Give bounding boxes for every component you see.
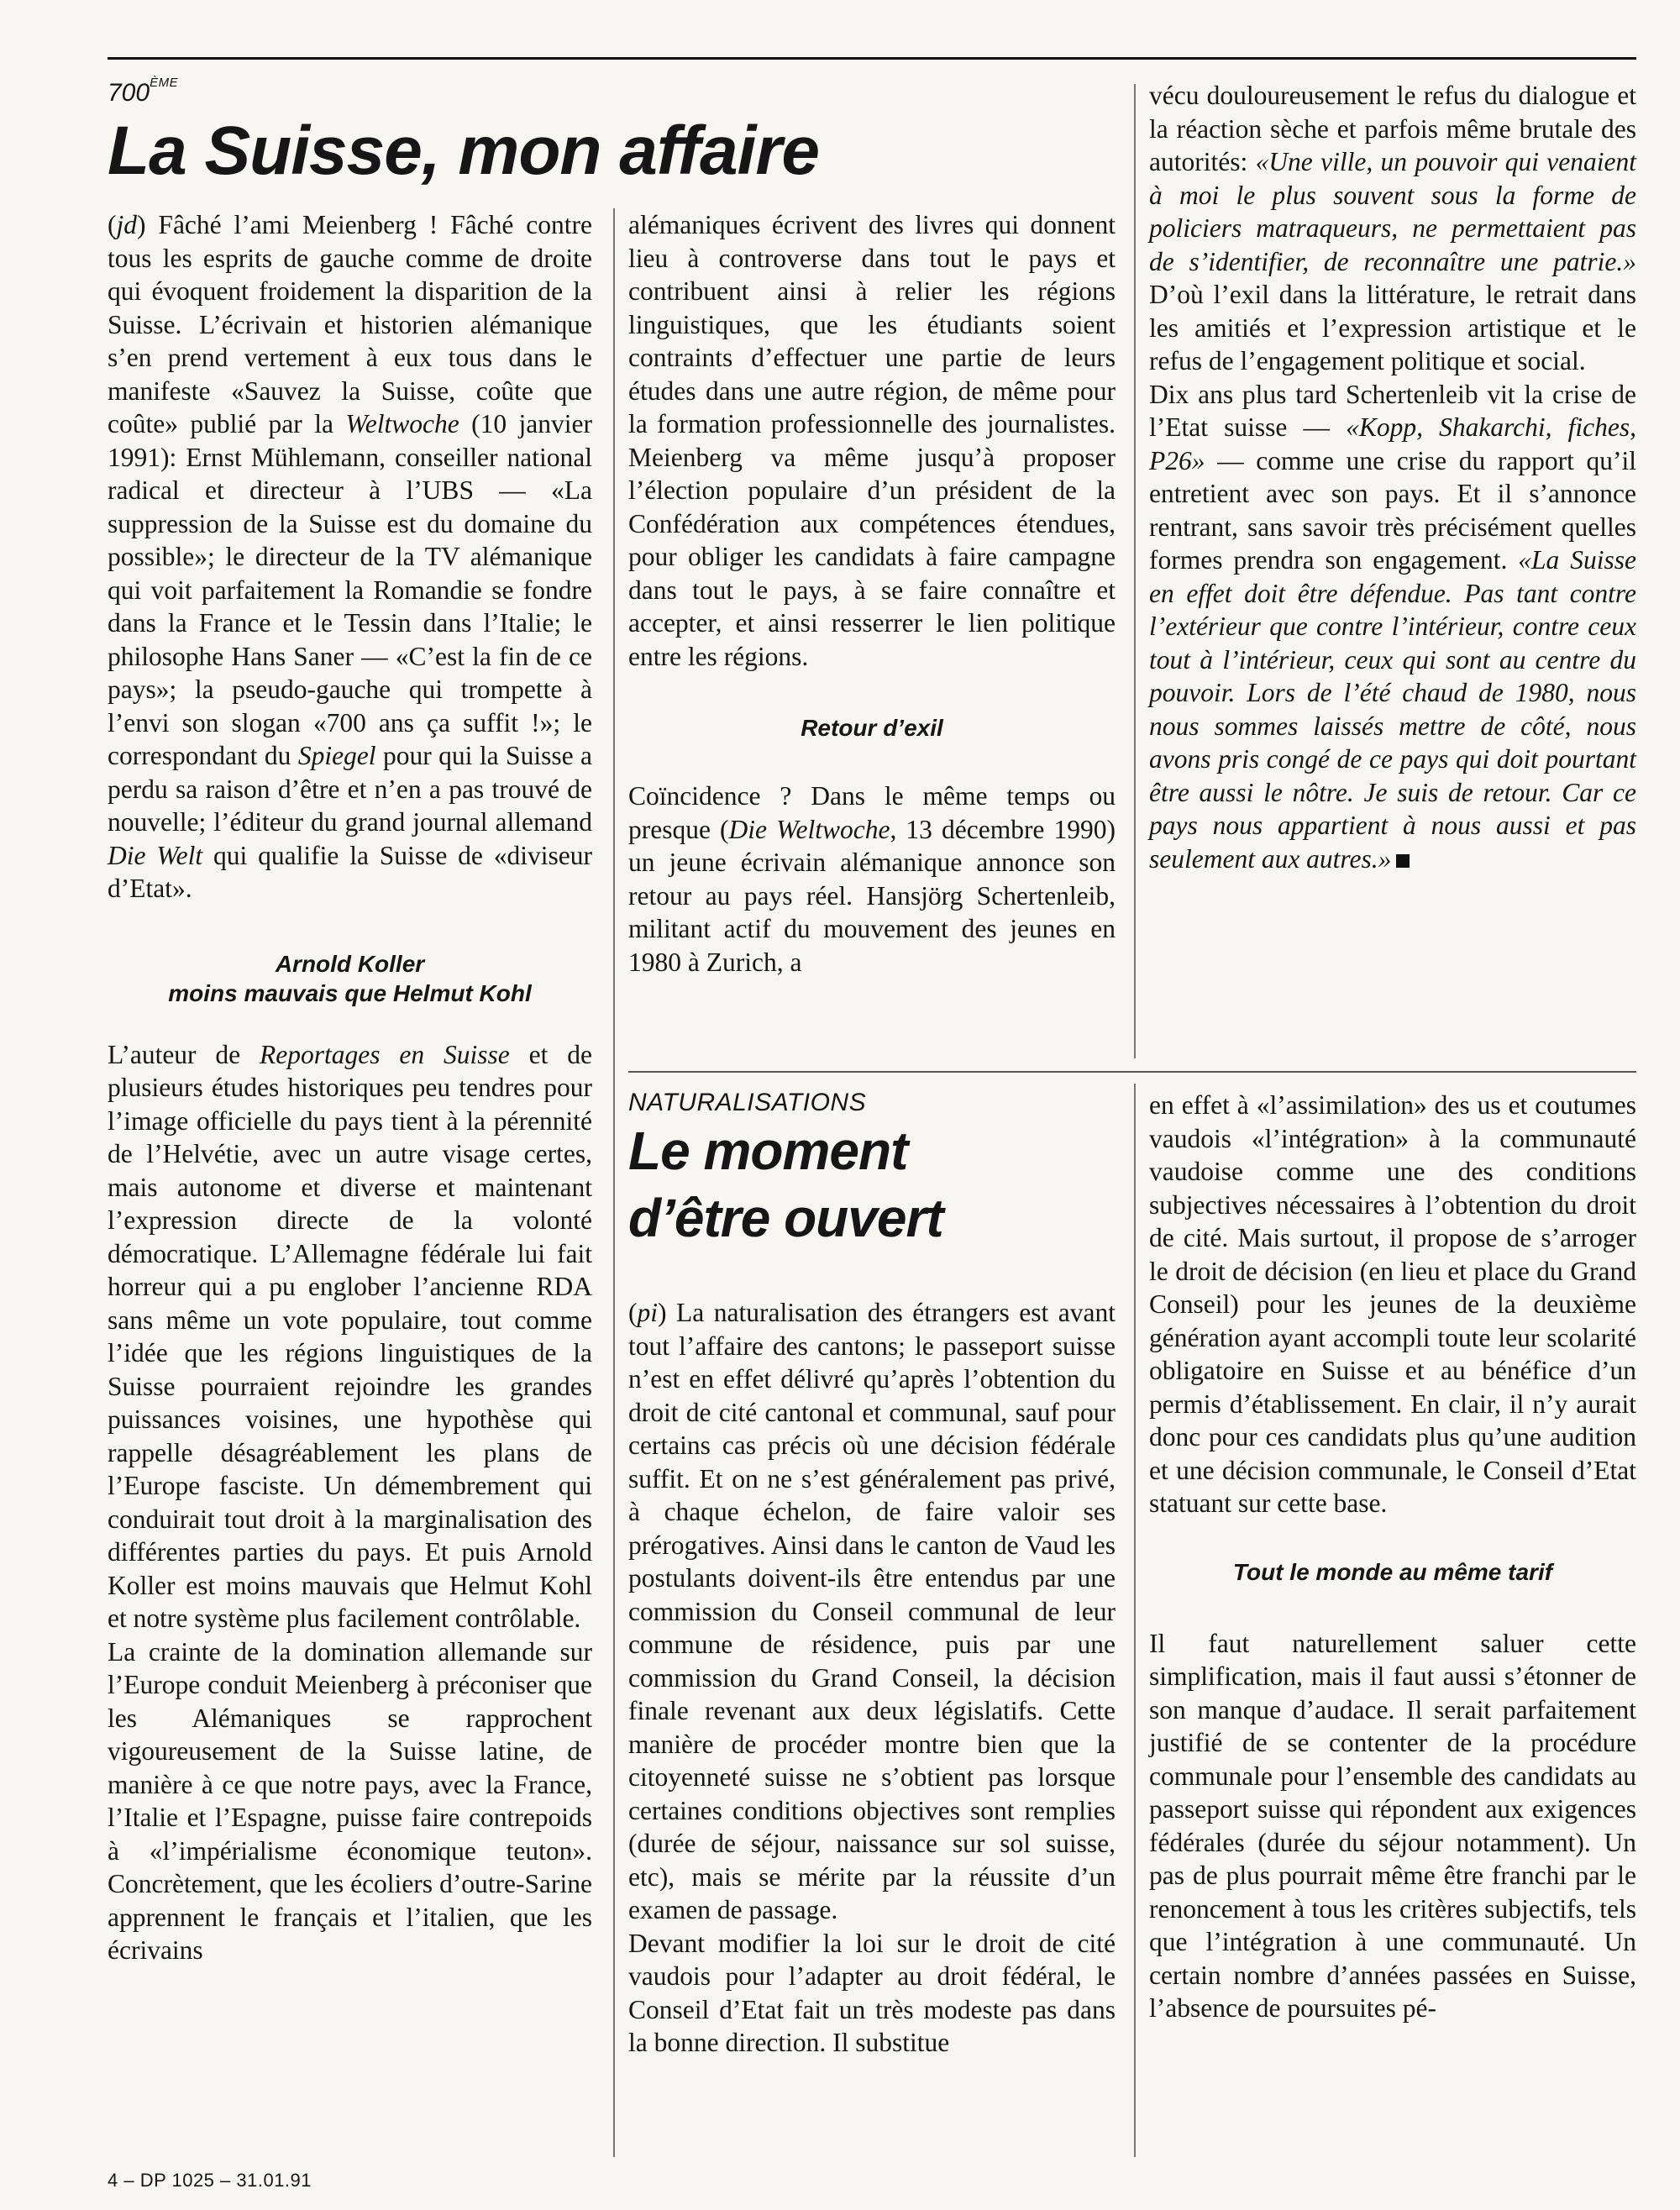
subhead-line-1: Arnold Koller (275, 950, 425, 977)
text-run: ) Fâché l’ami Meienberg ! Fâché contre tous les esprits de gauche comme de droite qui évoquent froidement la disparition de la Suisse. L’écrivain et historien alémanique s’en prend vertement à eux tous dans le manifeste «Sauvez la Suisse, coûte que coûte» publié par la (108, 210, 592, 438)
article2-title (628, 1117, 943, 1252)
kicker-suffix: ÈME (150, 76, 179, 90)
text-run: ) La naturalisation des étrangers est avant tout l’affaire des cantons; le passeport suisse n’est en effet délivré qu’après l’obtention du droit de cité cantonal et communal, sauf pour certains cas précis où une décision fédérale suffit. Et on ne s’est généralement pas privé, à chaque échelon, de faire valoir ses prérogatives. Ainsi dans le canton de Vaud les postulants doivent-ils être entendus par une commission du Conseil communal de leur commune de résidence, puis par une commission du Grand Conseil, la décision finale revenant aux deux législatifs. Cette manière de procéder montre bien que la citoyenneté suisse ne s’obtient pas lorsque certaines conditions objectives sont remplies (durée de séjour, naissance sur sol suisse, etc), mais se mérite par la réussite d’un examen de passage. (628, 1298, 1116, 1924)
text-run: vécu douloureusement le refus du dialogue et la réaction sèche et parfois même brutale des autorités: (1149, 81, 1636, 176)
article2-column-2 (628, 1296, 1116, 2060)
article1-paragraph-7 (1149, 378, 1636, 876)
text-run: , 13 décembre 1990) un jeune écrivain alémanique annonce son retour au pays réel. Hansjörg Schertenleib, militant actif du mouvement des jeunes en 1980 à Zurich, a (628, 814, 1116, 977)
text-run: qui qualifie la Suisse de «diviseur d’Etat». (108, 840, 592, 903)
text-run: ( (628, 1298, 638, 1327)
article2-paragraph-2: Devant modifier la loi sur le droit de cité vaudois pour l’adapter au droit fédéral, le Conseil d’Etat fait un très modeste pas dans la bonne direction. Il substitue (628, 1928, 1116, 2057)
article1-paragraph-3: La crainte de la domination allemande sur l’Europe conduit Meienberg à préconiser que les Alémaniques se rapprochent vigoureusement de la Suisse latine, de manière à ce que notre pays, avec la France, l’Italie et l’Espagne, puisse faire contrepoids à «l’impérialisme économique teuton». Concrètement, que les écoliers d’outre-Sarine apprennent le français et l’italien, que les écrivains (108, 1636, 592, 1965)
publication-name: Die Weltwoche (728, 814, 890, 844)
author-initials: jd (116, 210, 138, 239)
publication-name: Weltwoche (345, 409, 459, 438)
text-run: — comme une crise du rapport qu’il entretient avec son pays. Et il s’annonce rentrant, sans savoir très précisément quelles formes prendra son engagement. (1149, 445, 1636, 575)
subhead-retour-exil: Retour d’exil (801, 715, 943, 741)
article1-paragraph-4: alémaniques écrivent des livres qui donnent lieu à controverse dans tout le pays et contribuent ainsi à relier les régions linguistiques, que les étudiants soient contraints d’effectuer une partie de leurs études dans une autre région, de même pour la formation professionnelle des journalistes. Meienberg va même jusqu’à proposer l’élection populaire d’un président de la Confédération aux compétences étendues, pour obliger les candidats à faire campagne dans tout le pays, à se faire connaître et accepter, et ainsi resserrer le lien politique entre les régions. (628, 210, 1116, 671)
author-initials: pi (637, 1298, 659, 1327)
article1-title: La Suisse, mon affaire (108, 113, 819, 189)
subhead-line-2: moins mauvais que Helmut Kohl (168, 979, 532, 1006)
page-footer: 4 – DP 1025 – 31.01.91 (108, 2170, 312, 2191)
book-title: Reportages en Suisse (260, 1039, 510, 1069)
text-run: Coïncidence ? Dans le même temps ou presque ( (628, 781, 1116, 844)
top-rule (108, 57, 1636, 60)
article1-paragraph-2 (108, 1038, 592, 1635)
article1-paragraph-1 (108, 208, 592, 906)
title-line-2: d’être ouvert (628, 1188, 943, 1248)
publication-name: Spiegel (297, 741, 376, 770)
article2-column-3 (1149, 1089, 1636, 2025)
publication-name: Die Welt (108, 840, 203, 870)
kicker-number: 700 (108, 79, 150, 107)
article2-paragraph-4: Il faut naturellement saluer cette simplification, mais il faut aussi s’étonner de son manque d’audace. Il serait parfaitement justifié de se contenter de la procédure communale pour l’ensemble des candidats au passeport suisse qui répondent aux exigences fédérales (durée du séjour notamment). Un pas de plus pourrait même être franchi par le renoncement à tous les critères subjectifs, tels que l’intégration à une communauté. Un certain nombre d’années passées en Suisse, l’absence de poursuites pé- (1149, 1628, 1636, 2023)
text-run: Dix ans plus tard Schertenleib vit la crise de l’Etat suisse — (1149, 379, 1636, 442)
end-of-article-mark (1396, 854, 1410, 868)
quotation: «La Suisse en effet doit être défendue. Pas tant contre l’extérieur que contre l’intérieur, contre ceux tout à l’intérieur, ceux qui sont au centre du pouvoir. Lors de l’été chaud de 1980, nous nous sommes laissés mettre de côté, nous avons pris congé de ce pays qui doit pourtant être aussi le nôtre. Je suis de retour. Car ce pays nous appartient à nous aussi et pas seulement aux autres.» (1149, 545, 1636, 874)
article2-paragraph-1 (628, 1296, 1116, 1927)
article1-column-2 (628, 208, 1116, 979)
text-run: et de plusieurs études historiques peu tendres pour l’image officielle du pays tient à la pérennité de l’Helvétie, avec un autre visage certes, mais autonome et diverse et maintenant l’expression directe de la volonté démocratique. L’Allemagne fédérale lui fait horreur qui a pu englober l’ancienne RDA sans même un vote populaire, tout comme l’idée que les régions linguistiques de la Suisse pourraient rejoindre les grandes puissances voisines, une hypothèse qui rappelle désagréablement les plans de l’Europe fasciste. Un démembrement qui conduirait tout droit à la marginalisation des différentes parties du pays. Et puis Arnold Koller est moins mauvais que Helmut Kohl et notre système plus facilement contrôlable. (108, 1039, 592, 1633)
quotation: «Une ville, un pouvoir qui venaient à moi le plus souvent sous la forme de policiers matraqueurs, ne permettaient pas de s’identifier, de reconnaître une patrie.» (1149, 147, 1637, 276)
article-separator (628, 1071, 1636, 1073)
text-run: (10 janvier 1991): Ernst Mühlemann, conseiller national radical et directeur à l’UBS — «La suppression de la Suisse est du domaine du possible»; le directeur de la TV alémanique qui voit parfaitement la Romandie se fondre dans la France et le Tessin dans l’Italie; le philosophe Hans Saner — «C’est la fin de ce pays»; la pseudo-gauche qui trompette à l’envi son slogan «700 ans ça suffit !»; le correspondant du (108, 409, 592, 770)
text-run: D’où l’exil dans la littérature, le retrait dans les amitiés et l’expression artistique et le refus de l’engagement politique et social. (1149, 280, 1636, 375)
title-line-1: Le moment (628, 1121, 908, 1181)
subhead-tout-le-monde: Tout le monde au même tarif (1232, 1558, 1553, 1585)
column-divider (1134, 84, 1136, 1058)
article1-column-3 (1149, 79, 1636, 875)
article1-column-1 (108, 208, 592, 1967)
text-run: L’auteur de (108, 1039, 260, 1069)
article2-paragraph-3: en effet à «l’assimilation» des us et coutumes vaudois «l’intégration» à la communauté vaudoise comme une des conditions subjectives nécessaires à l’obtention du droit de cité. Mais surtout, il propose de s’arroger le droit de décision (en lieu et place du Grand Conseil) pour les jeunes de la deuxième génération ayant accompli toute leur scolarité obligatoire en Suisse et au bénéfice d’un permis d’établissement. En clair, il n’y aurait donc pour ces candidats plus qu’une audition et une décision communale, le Conseil d’Etat statuant sur cette base. (1149, 1090, 1636, 1518)
text-run: pour qui la Suisse a perdu sa raison d’être et n’en a pas trouvé de nouvelle; l’éditeur du grand journal allemand (108, 741, 592, 837)
column-divider (1134, 1084, 1136, 2157)
text-run: ( (108, 210, 117, 239)
quotation: «Kopp, Shakarchi, fiches, P26» (1149, 412, 1636, 475)
article1-paragraph-6 (1149, 79, 1636, 378)
article1-paragraph-5 (628, 780, 1116, 979)
article1-kicker (108, 76, 179, 108)
subhead-arnold-koller (108, 949, 592, 1008)
column-divider (613, 208, 615, 2157)
article2-kicker: NATURALISATIONS (628, 1089, 867, 1116)
